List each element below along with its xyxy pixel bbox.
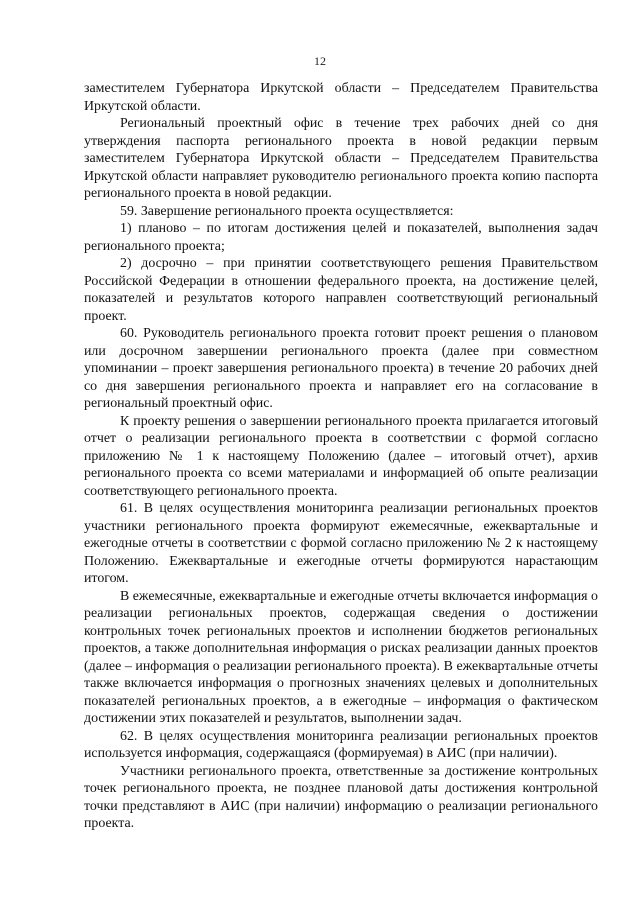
paragraph-8: 61. В целях осуществления мониторинга реализации региональных проектов участники регионального проекта формируют ежемесячные, ежеквартальные и ежегодные отчеты в соответствии с формой согласно приложению № 2 к настоящему Положению. Ежеквартальные и ежегодные отчеты формируются нарастающим итогом. [84, 501, 598, 586]
paragraph-6: 60. Руководитель регионального проекта готовит проект решения о плановом или досрочном завершении регионального проекта (далее при совместном упоминании – проект завершения регионального проекта) в течение 20 рабочих дней со дня завершения регионального проекта и направляет его на согласование в региональный проектный офис. [84, 326, 598, 411]
paragraph-1: заместителем Губернатора Иркутской области – Председателем Правительства Иркутской области. [84, 81, 598, 114]
paragraph-4: 1) планово – по итогам достижения целей и показателей, выполнения задач регионального проекта; [84, 221, 598, 254]
paragraph-9: В ежемесячные, ежеквартальные и ежегодные отчеты включается информация о реализации региональных проектов, содержащая сведения о достижении контрольных точек региональных проектов и исполнении бюджетов региональных проектов, а также дополнительная информация о рисках реализации данных проектов (далее – информация о реализации регионального проекта). В ежеквартальные отчеты также включается информация о прогнозных значениях целевых и дополнительных показателей региональных проектов, а в ежегодные – информация о фактическом достижении этих показателей и результатов, выполнении задач. [84, 588, 598, 726]
body-text [84, 80, 598, 833]
paragraph-5: 2) досрочно – при принятии соответствующего решения Правительством Российской Федерации в отношении федерального проекта, на достижение целей, показателей и результатов которого направлен соответствующий региональный проект. [84, 256, 598, 324]
paragraph-3: 59. Завершение регионального проекта осуществляется: [120, 203, 454, 219]
paragraph-7: К проекту решения о завершении регионального проекта прилагается итоговый отчет о реализации регионального проекта в соответствии с формой согласно приложению № 1 к настоящему Положению (далее – итоговый отчет), архив регионального проекта со всеми материалами и информацией об опыте реализации соответствующего регионального проекта. [84, 413, 598, 499]
page-number: 12 [314, 54, 326, 68]
paragraph-10: 62. В целях осуществления мониторинга реализации региональных проектов используется информация, содержащаяся (формируемая) в АИС (при наличии). [84, 728, 598, 761]
paragraph-11: Участники регионального проекта, ответственные за достижение контрольных точек регионального проекта, не позднее плановой даты достижения контрольной точки представляют в АИС (при наличии) информацию о реализации регионального проекта. [84, 763, 598, 831]
paragraph-2: Региональный проектный офис в течение трех рабочих дней со дня утверждения паспорта регионального проекта в новой редакции первым заместителем Губернатора Иркутской области – Председателем Правительства Иркутской области направляет руководителю регионального проекта копию паспорта регионального проекта в новой редакции. [84, 116, 598, 201]
